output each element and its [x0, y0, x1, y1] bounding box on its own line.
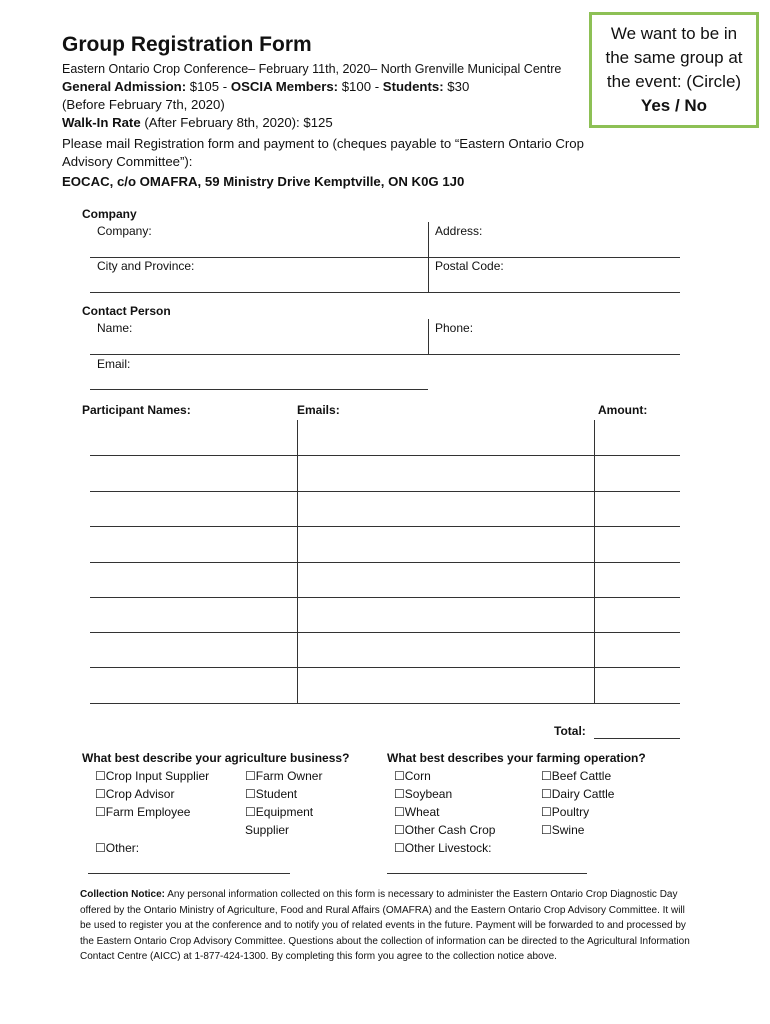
mail-instructions-2: Advisory Committee”): [62, 154, 193, 169]
notice-label: Collection Notice: [80, 889, 166, 900]
column-divider [428, 319, 429, 354]
equipment-supplier-wrap: Supplier [245, 823, 290, 837]
farming-question: What best describes your farming operation? [387, 751, 646, 765]
table-row[interactable] [90, 491, 680, 492]
table-row[interactable] [90, 526, 680, 527]
students-label: Students: [382, 79, 444, 94]
checkbox-poultry[interactable]: ☐Poultry [541, 805, 590, 819]
table-row[interactable] [90, 632, 680, 633]
walkin-text: (After February 8th, 2020): $125 [140, 115, 333, 130]
oscia-price: $100 - [338, 79, 383, 94]
amount-header: Amount: [598, 403, 648, 417]
general-admission-price: $105 - [186, 79, 231, 94]
pricing-line [62, 79, 469, 94]
checkbox-swine[interactable]: ☐Swine [541, 823, 585, 837]
checkbox-corn[interactable]: ☐Corn [394, 769, 431, 783]
email-field[interactable]: Email: [97, 357, 131, 371]
form-title: Group Registration Form [62, 33, 312, 56]
checkbox-other-cash-crop[interactable]: ☐Other Cash Crop [394, 823, 496, 837]
divider [90, 292, 680, 293]
city-province-field[interactable]: City and Province: [97, 259, 195, 273]
same-group-line-3: the event: (Circle) [606, 72, 742, 91]
table-row[interactable] [90, 703, 680, 704]
column-divider [428, 222, 429, 292]
divider [90, 257, 680, 258]
checkbox-beef-cattle[interactable]: ☐Beef Cattle [541, 769, 612, 783]
notice-text: Any personal information collected on this form is necessary to administer the Eastern Ontario Crop Diagnostic Day offered by the Ontario Ministry of Agriculture, Food and Rural Affairs (OMAFRA) and the Eastern Ontario Crop Advisory Committee. It will be used to register you at the conference and to notify you of related events in the future. Payment will be forwarded to and processed by the Eastern Ontario Crop Advisory Committee. Questions about the collection of information can be directed to the Agricultural Information Contact Centre (AICC) at 1-877-424-1300. By completing this form you agree to the collection notice above. [80, 889, 690, 962]
same-group-line-2: the same group at [605, 48, 743, 67]
business-question: What best describe your agriculture business? [82, 751, 350, 765]
table-row[interactable] [90, 597, 680, 598]
mailing-address: EOCAC, c/o OMAFRA, 59 Ministry Drive Kemptville, ON K0G 1J0 [62, 174, 465, 189]
participant-names-header: Participant Names: [82, 403, 191, 417]
total-label: Total: [554, 724, 586, 738]
conference-line: Eastern Ontario Crop Conference– February 11th, 2020– North Grenville Municipal Centre [62, 62, 562, 76]
checkbox-dairy-cattle[interactable]: ☐Dairy Cattle [541, 787, 615, 801]
same-group-box [589, 12, 759, 128]
collection-notice [80, 887, 692, 965]
table-row[interactable] [90, 455, 680, 456]
table-row[interactable] [90, 667, 680, 668]
table-row[interactable] [90, 562, 680, 563]
postal-code-field[interactable]: Postal Code: [435, 259, 504, 273]
walkin-line [62, 115, 333, 130]
oscia-label: OSCIA Members: [230, 79, 339, 94]
checkbox-soybean[interactable]: ☐Soybean [394, 787, 453, 801]
yes-no-choice[interactable]: Yes / No [640, 96, 708, 115]
checkbox-farm-owner[interactable]: ☐Farm Owner [245, 769, 323, 783]
phone-field[interactable]: Phone: [435, 321, 474, 335]
business-other-underline[interactable] [88, 873, 290, 874]
livestock-other-underline[interactable] [387, 873, 587, 874]
checkbox-wheat[interactable]: ☐Wheat [394, 805, 440, 819]
emails-header: Emails: [297, 403, 340, 417]
walkin-label: Walk-In Rate [62, 115, 141, 130]
checkbox-other-livestock[interactable]: ☐Other Livestock: [394, 841, 492, 855]
same-group-line-1: We want to be in [610, 24, 738, 43]
checkbox-student[interactable]: ☐Student [245, 787, 298, 801]
company-field[interactable]: Company: [97, 224, 152, 238]
students-price: $30 [443, 79, 470, 94]
checkbox-farm-employee[interactable]: ☐Farm Employee [95, 805, 191, 819]
total-field[interactable] [594, 738, 680, 739]
checkbox-business-other[interactable]: ☐Other: [95, 841, 140, 855]
address-field[interactable]: Address: [435, 224, 483, 238]
divider [90, 354, 680, 355]
contact-heading: Contact Person [82, 304, 171, 318]
checkbox-crop-advisor[interactable]: ☐Crop Advisor [95, 787, 175, 801]
general-admission-label: General Admission: [62, 79, 187, 94]
before-date: (Before February 7th, 2020) [62, 97, 225, 112]
email-underline [90, 389, 428, 390]
checkbox-equipment-supplier[interactable]: ☐Equipment [245, 805, 314, 819]
checkbox-crop-input-supplier[interactable]: ☐Crop Input Supplier [95, 769, 210, 783]
company-heading: Company [82, 207, 137, 221]
name-field[interactable]: Name: [97, 321, 133, 335]
mail-instructions-1: Please mail Registration form and payment to (cheques payable to “Eastern Ontario Crop [62, 136, 584, 151]
